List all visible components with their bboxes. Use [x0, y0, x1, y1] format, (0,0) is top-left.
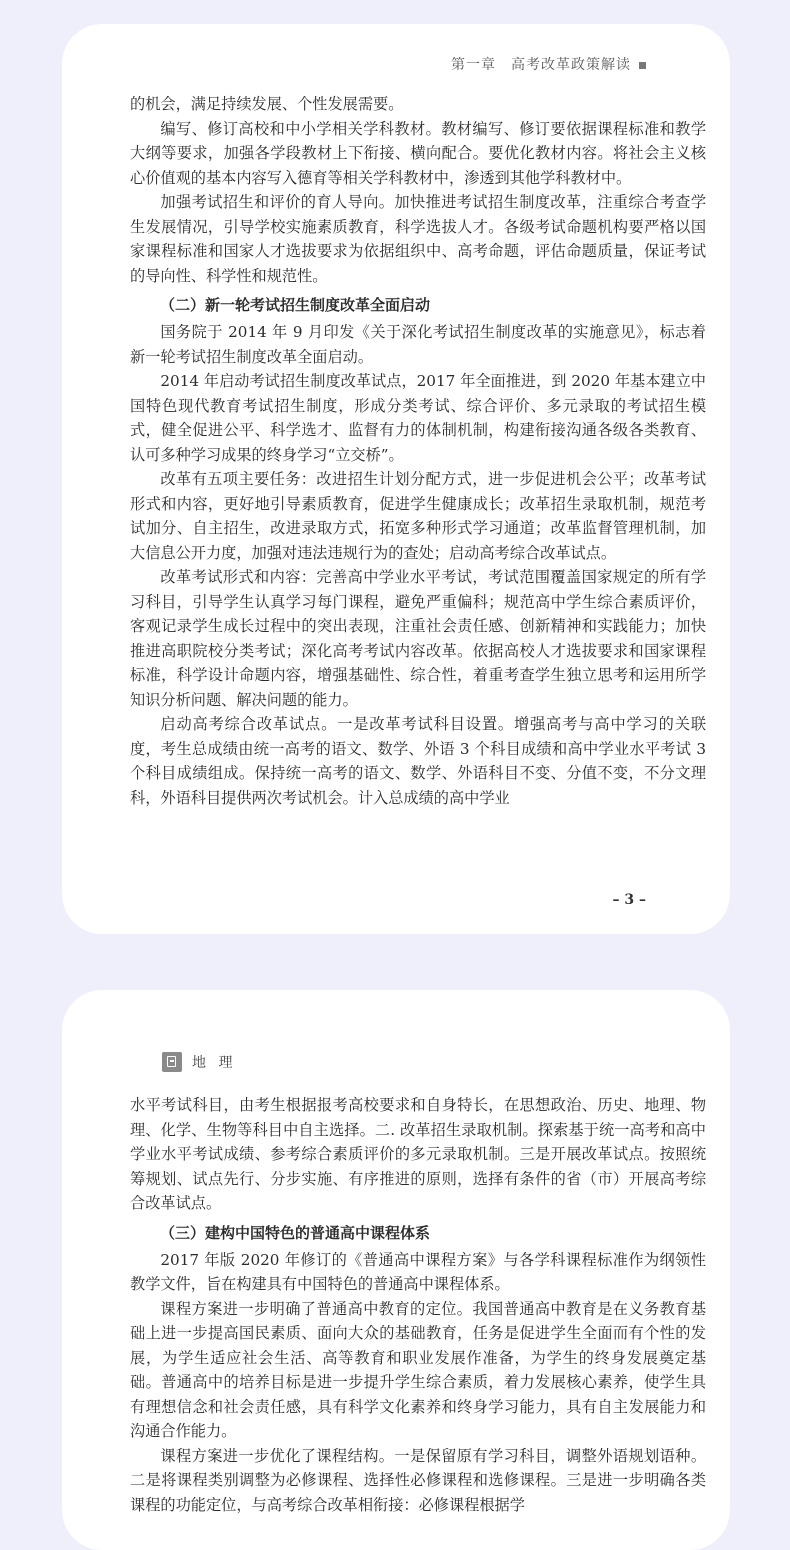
page-body	[130, 1093, 706, 1517]
running-head	[451, 54, 646, 74]
paragraph: 启动高考综合改革试点。一是改革考试科目设置。增强高考与高中学习的关联度，考生总成绩由统一高考的语文、数学、外语 3 个科目成绩和高中学业水平考试 3 个科目成绩组成。保持统一高考的语文、数学、外语科目不变、分值不变，不分文理科，外语科目提供两次考试机会。计入总成绩的高中学业	[130, 715, 706, 807]
paragraph: 2014 年启动考试招生制度改革试点，2017 年全面推进，到 2020 年基本建立中国特色现代教育考试招生制度，形成分类考试、综合评价、多元录取的考试招生模式，健全促进公平、科学选才、监督有力的体制机制，构建衔接沟通各级各类教育、认可多种学习成果的终身学习“立交桥”。	[130, 372, 706, 464]
book-page-4	[62, 990, 730, 1550]
paragraph: 2017 年版 2020 年修订的《普通高中课程方案》与各学科课程标准作为纲领性教学文件，旨在构建具有中国特色的普通高中课程体系。	[130, 1250, 706, 1293]
paragraph: 课程方案进一步明确了普通高中教育的定位。我国普通高中教育是在义务教育基础上进一步提高国民素质、面向大众的基础教育，任务是促进学生全面而有个性的发展，为学生适应社会生活、高等教育和职业发展作准备，为学生的终身发展奠定基础。普通高中的培养目标是进一步提升学生综合素质，着力发展核心素养，使学生具有理想信念和社会责任感，具有科学文化素养和终身学习能力，具有自主发展能力和沟通合作能力。	[130, 1299, 706, 1440]
paragraph: 加强考试招生和评价的育人导向。加快推进考试招生制度改革，注重综合考查学生发展情况，引导学校实施素质教育，科学选拔人才。各级考试命题机构要严格以国家课程标准和国家人才选拔要求为依据组织中、高考命题，评估命题质量，保证考试的导向性、科学性和规范性。	[130, 193, 706, 285]
paragraph: 的机会，满足持续发展、个性发展需要。	[130, 95, 404, 113]
paragraph: 水平考试科目，由考生根据报考高校要求和自身特长，在思想政治、历史、地理、物理、化学、生物等科目中自主选择。二. 改革招生录取机制。探索基于统一高考和高中学业水平考试成绩、参考综合素质评价的多元录取机制。三是开展改革试点。按照统筹规划、试点先行、分步实施、有序推进的原则，选择有条件的省（市）开展高考综合改革试点。	[130, 1096, 706, 1212]
running-head-text: 地 理	[192, 1055, 237, 1071]
section-heading: （二）新一轮考试招生制度改革全面启动	[160, 296, 431, 314]
page-body	[130, 92, 706, 810]
square-bullet-icon	[639, 62, 646, 69]
running-head	[162, 1052, 236, 1072]
paragraph: 国务院于 2014 年 9 月印发《关于深化考试招生制度改革的实施意见》，标志着新一轮考试招生制度改革全面启动。	[130, 323, 706, 366]
section-heading: （三）建构中国特色的普通高中课程体系	[160, 1223, 431, 1242]
paragraph: 课程方案进一步优化了课程结构。一是保留原有学习科目，调整外语规划语种。二是将课程类别调整为必修课程、选择性必修课程和选修课程。三是进一步明确各类课程的功能定位，与高考综合改革相衔接：必修课程根据学	[130, 1446, 706, 1514]
paragraph: 改革考试形式和内容：完善高中学业水平考试，考试范围覆盖国家规定的所有学习科目，引导学生认真学习每门课程，避免严重偏科；规范高中学生综合素质评价，客观记录学生成长过程中的突出表现，注重社会责任感、创新精神和实践能力；加快推进高职院校分类考试；深化高考考试内容改革。依据高校人才选拔要求和国家课程标准，科学设计命题内容，增强基础性、综合性，着重考查学生独立思考和运用所学知识分析问题、解决问题的能力。	[130, 568, 706, 709]
running-head-text: 第一章 高考改革政策解读	[451, 57, 631, 73]
book-icon	[162, 1052, 182, 1072]
paragraph: 编写、修订高校和中小学相关学科教材。教材编写、修订要依据课程标准和教学大纲等要求，加强各学段教材上下衔接、横向配合。要优化教材内容。将社会主义核心价值观的基本内容写入德育等相关学科教材中，渗透到其他学科教材中。	[130, 119, 706, 187]
page-number: – 3 –	[612, 892, 646, 908]
paragraph: 改革有五项主要任务：改进招生计划分配方式，进一步促进机会公平；改革考试形式和内容，更好地引导素质教育，促进学生健康成长；改革招生录取机制，规范考试加分、自主招生，改进录取方式，拓宽多种形式学习通道；改革监督管理机制，加大信息公开力度，加强对违法违规行为的查处；启动高考综合改革试点。	[130, 470, 706, 562]
book-page-3	[62, 24, 730, 934]
